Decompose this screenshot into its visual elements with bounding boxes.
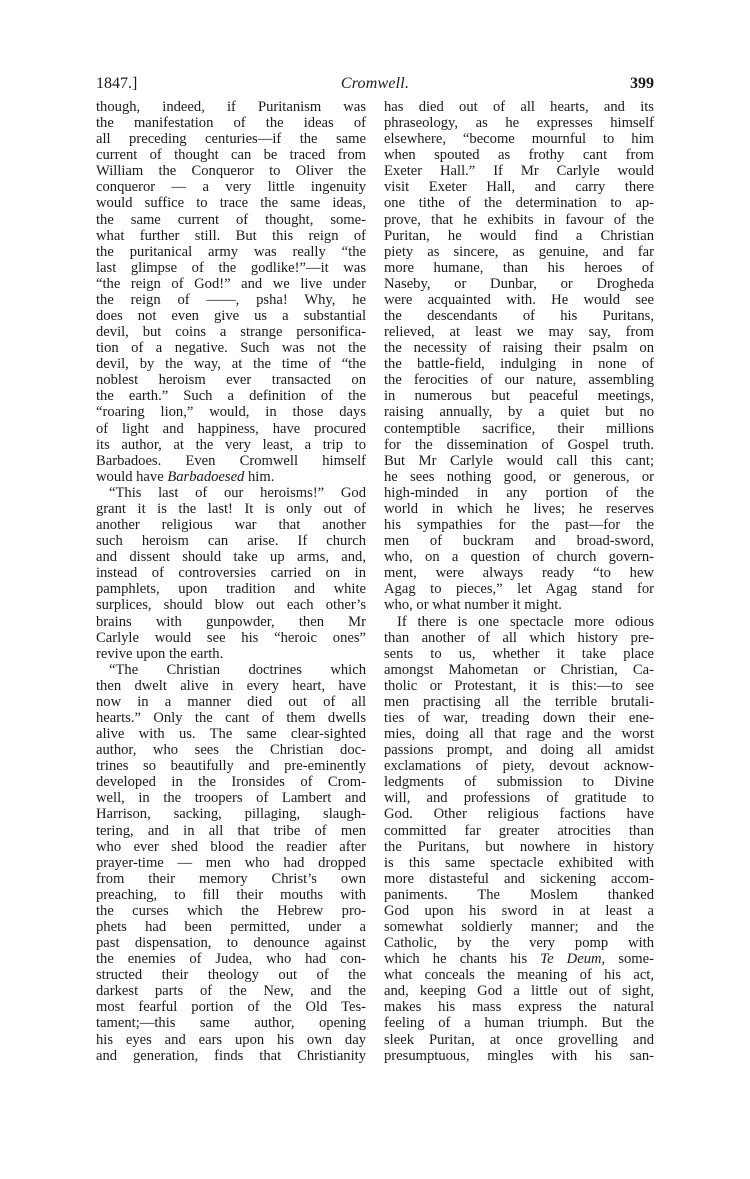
- text-line: devil, but coins a strange personifica-: [96, 324, 366, 341]
- text-line: exclamations of piety, devout acknow-: [384, 758, 654, 775]
- text-line: the battle-field, indulging in none of: [384, 356, 654, 373]
- text-line: such heroism can arise. If church: [96, 533, 366, 550]
- text-line: now in a manner died out of all: [96, 693, 366, 710]
- text-line: feeling of a human triumph. But the: [384, 1015, 654, 1032]
- text-line: Naseby, or Dunbar, or Drogheda: [384, 275, 654, 292]
- text-line: world in which he lives; he reserves: [384, 500, 654, 517]
- text-line: though, indeed, if Puritanism was: [96, 99, 366, 115]
- text-line: from their memory Christ’s own: [96, 870, 366, 887]
- text-line: another religious war that another: [96, 517, 366, 534]
- text-line: presumptuous, mingles with his san-: [384, 1047, 654, 1064]
- text-line: does not even give us a substantial: [96, 308, 366, 325]
- text-line: visit Exeter Hall, and carry there: [384, 179, 654, 196]
- text-line: Carlyle would see his “heroic ones”: [96, 629, 366, 646]
- text-line: men of buckram and broad-sword,: [384, 533, 654, 550]
- text-line: committed far greater atrocities than: [384, 822, 654, 839]
- text-line: and, keeping God a little out of sight,: [384, 983, 654, 1000]
- text-line: and generation, finds that Christianity: [96, 1047, 366, 1064]
- text-line: sleek Puritan, at once grovelling and: [384, 1031, 654, 1048]
- text-line: Exeter Hall.” If Mr Carlyle would: [384, 163, 654, 180]
- text-line: ledgments of submission to Divine: [384, 774, 654, 791]
- text-line: then dwelt alive in every heart, have: [96, 677, 366, 694]
- italic-emphasis: Te Deum: [540, 951, 602, 968]
- text-line: more distasteful and sickening accom-: [384, 870, 654, 887]
- text-line: Barbadoes. Even Cromwell himself: [96, 452, 366, 469]
- text-line: noblest heroism ever transacted on: [96, 372, 366, 389]
- text-line: the same current of thought, some-: [96, 211, 366, 228]
- text-line: passions prompt, and doing all amidst: [384, 742, 654, 759]
- text-line: has died out of all hearts, and its: [384, 99, 654, 115]
- italic-emphasis: Barbadoesed: [167, 468, 245, 485]
- text-line: instead of controversies carried on in: [96, 565, 366, 582]
- text-line: “The Christian doctrines which: [109, 661, 366, 678]
- text-line: the manifestation of the ideas of: [96, 115, 366, 132]
- text-line: amongst Mahometan or Christian, Ca-: [384, 661, 654, 678]
- text-line: mies, doing all that rage and the worst: [384, 726, 654, 743]
- text-line: most fearful portion of the Old Tes-: [96, 999, 366, 1016]
- text-line: relieved, at least we may say, from: [384, 324, 654, 341]
- text-line: last glimpse of the godlike!”—it was: [96, 259, 366, 276]
- text-line: sents to us, whether it take place: [384, 645, 654, 662]
- text-line: devil, by the way, at the time of “the: [96, 356, 366, 373]
- text-line: “This last of our heroisms!” God: [109, 484, 366, 501]
- text-line: which he chants his Te Deum, some-: [384, 951, 654, 968]
- text-line: Agag to pieces,” let Agag stand for: [384, 581, 654, 598]
- text-line: preaching, to fill their mouths with: [96, 886, 366, 903]
- text-line: were acquainted with. He would see: [384, 291, 654, 308]
- text-line: than another of all which history pre-: [384, 629, 654, 646]
- text-line: is this same spectacle exhibited with: [384, 854, 654, 871]
- text-line: William the Conqueror to Oliver the: [96, 163, 366, 180]
- text-line: well, in the troopers of Lambert and: [96, 790, 366, 807]
- text-line: piety as sincere, as genuine, and far: [384, 243, 654, 260]
- text-line: elsewhere, “become mournful to him: [384, 131, 654, 148]
- text-line: in numerous but peaceful meetings,: [384, 388, 654, 405]
- text-line: will, and professions of gratitude to: [384, 790, 654, 807]
- running-head-title: Cromwell.: [340, 75, 410, 92]
- text-line: prove, that he exhibits in favour of the: [384, 211, 654, 228]
- text-line: If there is one spectacle more odious: [397, 613, 654, 630]
- text-line: his sympathies for the past—for the: [384, 517, 654, 534]
- text-line: all preceding centuries—if the same: [96, 131, 366, 148]
- text-line: would suffice to trace the same ideas,: [96, 195, 366, 212]
- left-column: [96, 99, 366, 1064]
- text-line: its author, at the very least, a trip to: [96, 436, 366, 453]
- text-line: prayer-time — men who had dropped: [96, 854, 366, 871]
- text-line: the curses which the Hebrew pro-: [96, 902, 366, 919]
- text-line: the enemies of Judea, who had con-: [96, 951, 366, 968]
- text-line: ment, were always ready “to hew: [384, 565, 654, 582]
- text-line: current of thought can be traced from: [96, 147, 366, 164]
- text-line: But Mr Carlyle would call this cant;: [384, 452, 654, 469]
- text-line: “roaring lion,” would, in those days: [96, 404, 366, 421]
- text-line: the reign of ——, psha! Why, he: [96, 291, 366, 308]
- text-line: the descendants of his Puritans,: [384, 308, 654, 325]
- text-line: when spouted as frothy cant from: [384, 147, 654, 164]
- text-line: structed their theology out of the: [96, 967, 366, 984]
- text-line: the earth.” Such a definition of the: [96, 388, 366, 405]
- text-line: tion of a negative. Such was not the: [96, 340, 366, 357]
- text-line: trines so beautifully and pre-eminently: [96, 758, 366, 775]
- text-line: brains with gunpowder, then Mr: [96, 613, 366, 630]
- text-line: alive with us. The same clear-sighted: [96, 726, 366, 743]
- text-line: his eyes and ears upon his own day: [96, 1031, 366, 1048]
- text-line: tament;—this same author, opening: [96, 1015, 366, 1032]
- text-line: the puritanical army was really “the: [96, 243, 366, 260]
- text-line: revive upon the earth.: [96, 645, 224, 662]
- text-line: tholic or Protestant, it is this:—to see: [384, 677, 654, 694]
- text-line: past dispensation, to denounce against: [96, 935, 366, 952]
- text-line: tering, and in all that tribe of men: [96, 822, 366, 839]
- text-line: would have Barbadoesed him.: [96, 468, 275, 485]
- text-line: of light and happiness, have procured: [96, 420, 366, 437]
- text-line: for the dissemination of Gospel truth.: [384, 436, 654, 453]
- text-line: who, on a question of church govern-: [384, 549, 654, 566]
- text-line: the ferocities of our nature, assembling: [384, 372, 654, 389]
- text-line: somewhat soldierly manner; and the: [384, 918, 654, 935]
- text-line: men practising all the terrible brutali-: [384, 693, 654, 710]
- text-line: pamphlets, upon tradition and white: [96, 581, 366, 598]
- text-line: Catholic, by the very pomp with: [384, 935, 654, 952]
- text-line: what conceals the meaning of his act,: [384, 967, 654, 984]
- text-line: the necessity of raising their psalm on: [384, 340, 654, 357]
- text-line: hearts.” Only the cant of them dwells: [96, 709, 366, 726]
- text-line: grant it is the last! It is only out of: [96, 500, 366, 517]
- text-line: more humane, than his heroes of: [384, 259, 654, 276]
- text-line: God. Other religious factions have: [384, 806, 654, 823]
- running-head-year: 1847.]: [96, 75, 138, 92]
- text-line: who, or what number it might.: [384, 597, 562, 614]
- text-line: who ever shed blood the readier after: [96, 838, 366, 855]
- text-line: conqueror — a very little ingenuity: [96, 179, 366, 196]
- text-line: phraseology, as he expresses himself: [384, 115, 654, 132]
- text-line: contemptible sacrifice, their millions: [384, 420, 654, 437]
- text-line: Harrison, sacking, pillaging, slaugh-: [96, 806, 366, 823]
- text-line: darkest parts of the New, and the: [96, 983, 366, 1000]
- text-line: phets had been permitted, under a: [96, 918, 366, 935]
- text-line: what further still. But this reign of: [96, 227, 366, 244]
- running-head: [96, 74, 654, 94]
- text-line: Puritan, he would find a Christian: [384, 227, 654, 244]
- text-line: raising annually, by a quiet but no: [384, 404, 654, 421]
- text-line: author, who sees the Christian doc-: [96, 742, 366, 759]
- text-line: and dissent should take up arms, and,: [96, 549, 366, 566]
- text-line: paniments. The Moslem thanked: [384, 886, 654, 903]
- page-number: 399: [630, 75, 654, 92]
- text-line: God upon his sword in at least a: [384, 902, 654, 919]
- text-line: makes his mass express the natural: [384, 999, 654, 1016]
- right-column: [384, 99, 654, 1064]
- text-line: the Puritans, but nowhere in history: [384, 838, 654, 855]
- text-line: he sees nothing good, or generous, or: [384, 468, 654, 485]
- text-line: high-minded in any portion of the: [384, 484, 654, 501]
- text-line: one tithe of the determination to ap-: [384, 195, 654, 212]
- text-line: surplices, should blow out each other’s: [96, 597, 366, 614]
- text-line: “the reign of God!” and we live under: [96, 275, 366, 292]
- text-line: developed in the Ironsides of Crom-: [96, 774, 366, 791]
- text-line: ties of war, treading down their ene-: [384, 709, 654, 726]
